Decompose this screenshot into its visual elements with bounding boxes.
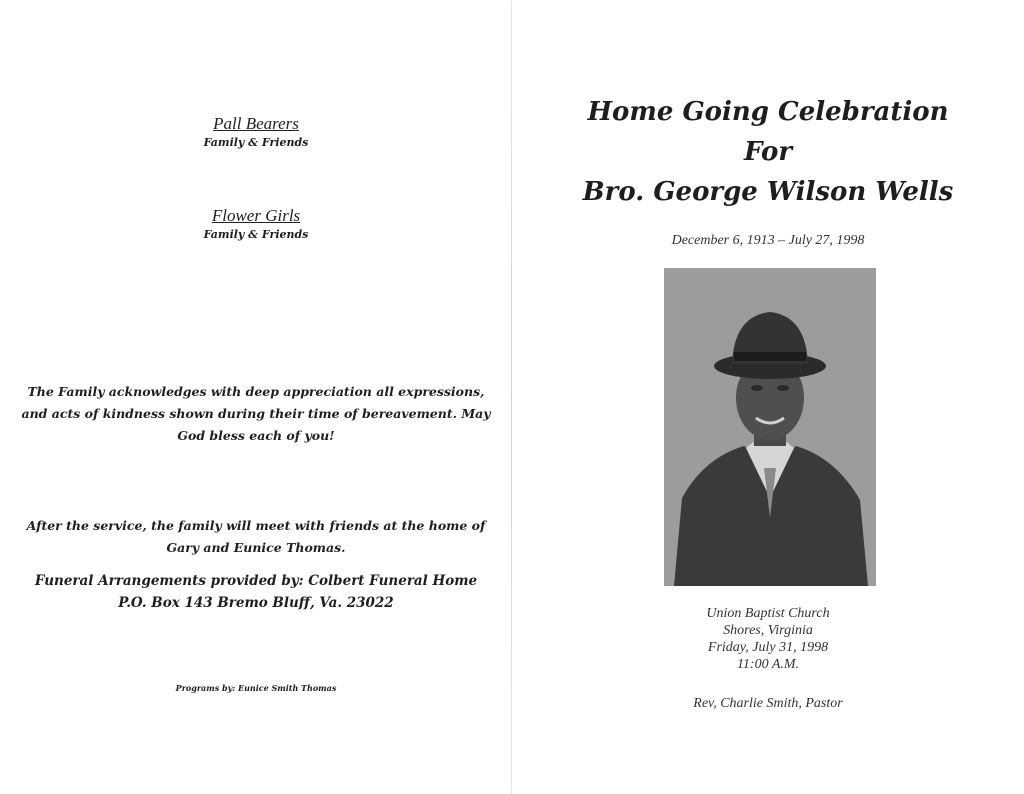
service-date: Friday, July 31, 1998 [707,640,829,655]
pall-bearers-heading: Pall Bearers [213,114,299,133]
after-service-text [0,515,512,559]
acknowledgement-line: God bless each of you! [177,428,335,443]
acknowledgement-line: The Family acknowledges with deep appreciation all expressions, [27,384,485,399]
title-line-celebration: Home Going Celebration [587,97,949,127]
life-dates: December 6, 1913 – July 27, 1998 [671,233,865,248]
flower-girls-heading: Flower Girls [211,206,301,225]
pastor-name: Rev, Charlie Smith, Pastor [693,696,843,711]
title-line-name: Bro. George Wilson Wells [582,177,954,207]
after-service-line: After the service, the family will meet with friends at the home of [26,518,486,533]
acknowledgement-text [0,381,512,447]
funeral-arrangements-line: P.O. Box 143 Bremo Bluff, Va. 23022 [118,595,394,611]
flower-girls-names: Family & Friends [203,228,309,241]
pall-bearers-names: Family & Friends [203,136,309,149]
program-title [512,92,1024,212]
service-time: 11:00 A.M. [736,657,800,672]
flower-girls-section [0,206,512,241]
service-details [512,605,1024,673]
acknowledgement-line: and acts of kindness shown during their time of bereavement. May [21,406,491,421]
funeral-arrangements-line: Funeral Arrangements provided by: Colbert Funeral Home [34,573,478,589]
church-name: Union Baptist Church [706,606,830,621]
church-location: Shores, Virginia [723,623,813,638]
title-line-for: For [743,137,793,167]
after-service-line: Gary and Eunice Thomas. [166,540,346,555]
pall-bearers-section [0,114,512,149]
funeral-arrangements [0,570,512,614]
programs-by: Programs by: Eunice Smith Thomas [175,683,337,693]
portrait-illustration [664,268,876,586]
portrait-photo [664,268,876,586]
right-page [512,0,1024,794]
